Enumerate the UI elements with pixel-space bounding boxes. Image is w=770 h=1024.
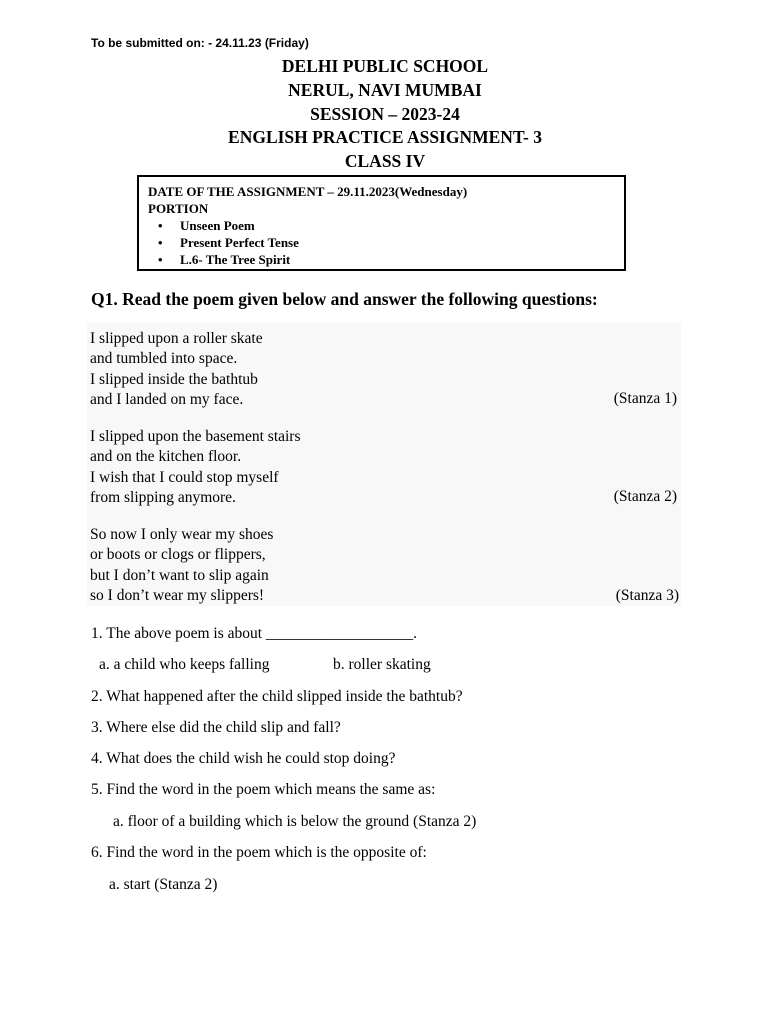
- bullet-icon: •: [158, 235, 163, 250]
- stanza-3: [90, 525, 273, 606]
- question-4: 4. What does the child wish he could stop doing?: [91, 750, 396, 767]
- stanza-1-label: (Stanza 1): [613, 390, 677, 407]
- question-1-option-b: b. roller skating: [333, 656, 431, 673]
- assignment-date: DATE OF THE ASSIGNMENT – 29.11.2023(Wednesday): [148, 184, 468, 199]
- poem-line: and tumbled into space.: [90, 350, 238, 368]
- question-6-part-a: a. start (Stanza 2): [109, 876, 218, 893]
- question-1-option-a: a. a child who keeps falling: [99, 656, 270, 673]
- bullet-icon: •: [158, 218, 163, 233]
- bullet-icon: •: [158, 252, 163, 267]
- question-5-part-a: a. floor of a building which is below the ground (Stanza 2): [113, 813, 477, 830]
- submission-date-note: To be submitted on: - 24.11.23 (Friday): [91, 36, 309, 50]
- portion-item-label: Present Perfect Tense: [180, 235, 299, 250]
- portion-item: [148, 234, 615, 251]
- school-location: NERUL, NAVI MUMBAI: [288, 79, 482, 100]
- portion-label: PORTION: [148, 201, 209, 216]
- stanza-1: [90, 329, 263, 410]
- assignment-title: ENGLISH PRACTICE ASSIGNMENT- 3: [228, 127, 542, 148]
- school-name: DELHI PUBLIC SCHOOL: [281, 56, 489, 76]
- question-1: 1. The above poem is about ___________________.: [91, 625, 418, 642]
- stanza-3-label: (Stanza 3): [615, 587, 679, 604]
- class-title: CLASS IV: [344, 151, 426, 172]
- poem-line: I slipped inside the bathtub: [90, 370, 258, 388]
- poem-line: or boots or clogs or flippers,: [90, 546, 266, 564]
- poem-line: So now I only wear my shoes: [90, 526, 274, 543]
- stanza-2-label: (Stanza 2): [613, 488, 677, 505]
- portion-item: [148, 217, 615, 234]
- poem-line: so I don’t wear my slippers!: [90, 586, 265, 604]
- poem-line: I wish that I could stop myself: [90, 468, 279, 486]
- portion-item-label: Unseen Poem: [180, 218, 255, 233]
- poem-line: I slipped upon a roller skate: [90, 330, 263, 347]
- stanza-2: [90, 427, 301, 508]
- question-2: 2. What happened after the child slipped inside the bathtub?: [91, 688, 463, 705]
- poem-line: from slipping anymore.: [90, 488, 236, 506]
- portion-list: [148, 217, 615, 268]
- question-3: 3. Where else did the child slip and fall?: [91, 719, 341, 736]
- document-header: [0, 55, 770, 174]
- question-5: 5. Find the word in the poem which means the same as:: [91, 781, 436, 798]
- poem-line: I slipped upon the basement stairs: [90, 428, 301, 445]
- question-6: 6. Find the word in the poem which is the opposite of:: [91, 844, 427, 861]
- poem-line: and I landed on my face.: [90, 390, 244, 408]
- poem-block: [87, 323, 681, 606]
- portion-item: [148, 251, 615, 268]
- poem-line: but I don’t want to slip again: [90, 566, 269, 584]
- question-heading: Q1. Read the poem given below and answer the following questions:: [91, 289, 598, 309]
- session-title: SESSION – 2023-24: [310, 103, 460, 124]
- poem-line: and on the kitchen floor.: [90, 448, 242, 466]
- portion-item-label: L.6- The Tree Spirit: [180, 252, 291, 267]
- assignment-info-box: [137, 175, 626, 271]
